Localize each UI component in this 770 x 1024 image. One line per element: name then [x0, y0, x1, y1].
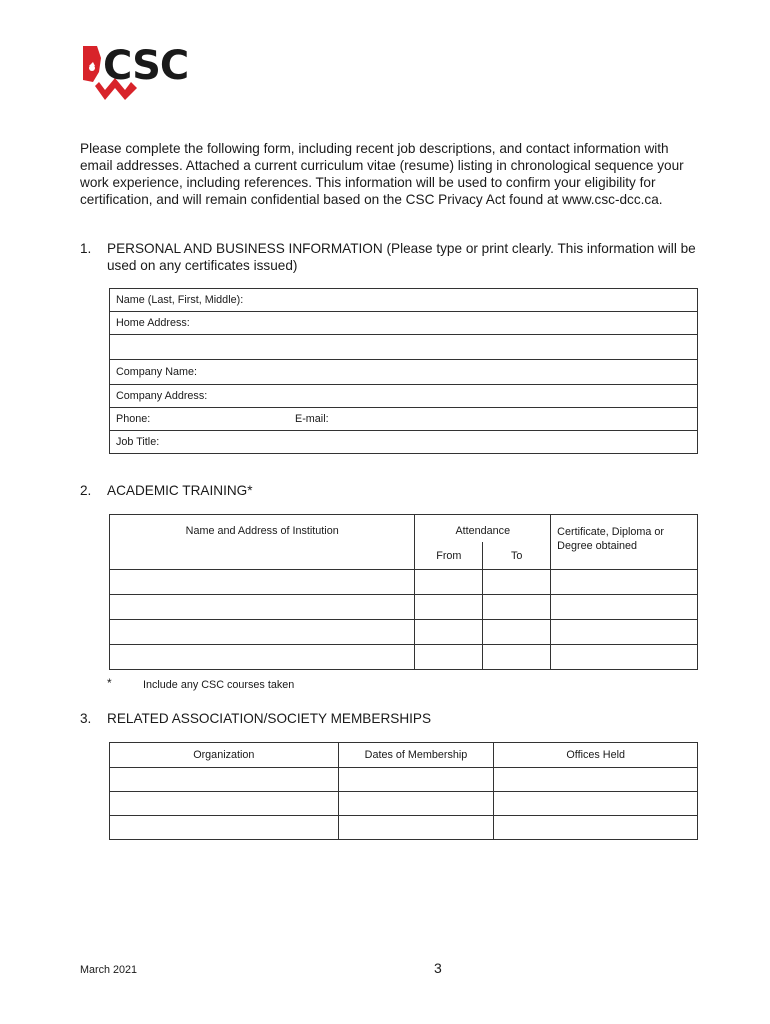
attendance-header: Attendance — [415, 515, 551, 543]
institution-cell[interactable] — [110, 645, 415, 670]
to-cell[interactable] — [483, 570, 551, 595]
name-field[interactable]: Name (Last, First, Middle): — [110, 289, 698, 312]
memberships-table — [109, 742, 698, 840]
certificate-cell[interactable] — [551, 595, 698, 620]
home-address-field[interactable]: Home Address: — [110, 312, 698, 335]
to-header: To — [483, 542, 551, 570]
company-name-field[interactable]: Company Name: — [110, 360, 698, 385]
logo-wordmark: CSC — [103, 43, 189, 89]
institution-cell[interactable] — [110, 570, 415, 595]
organization-cell[interactable] — [110, 816, 339, 840]
page-number: 3 — [434, 960, 442, 976]
table-row — [110, 645, 698, 670]
intro-paragraph: Please complete the following form, including recent job descriptions, and contact information with email addresses. Attached a current curriculum vitae (resume) listing in chronological sequence your work experience, including references. This information will be used to confirm your eligibility for certification, and will remain confidential based on the CSC Privacy Act found at www.csc-dcc.ca. — [80, 141, 684, 207]
table-row — [110, 570, 698, 595]
academic-training-table — [109, 514, 698, 670]
organization-cell[interactable] — [110, 768, 339, 792]
offices-cell[interactable] — [494, 768, 698, 792]
offices-header: Offices Held — [494, 743, 698, 768]
certificate-header: Certificate, Diploma or Degree obtained — [551, 515, 698, 570]
phone-label: Phone: — [116, 413, 151, 425]
section-2-title: ACADEMIC TRAINING* — [107, 483, 253, 498]
dates-cell[interactable] — [338, 792, 494, 816]
footnote-text: Include any CSC courses taken — [143, 679, 295, 691]
to-cell[interactable] — [483, 595, 551, 620]
phone-email-row[interactable] — [110, 408, 698, 431]
section-3-title: RELATED ASSOCIATION/SOCIETY MEMBERSHIPS — [107, 711, 432, 726]
dates-cell[interactable] — [338, 768, 494, 792]
footer-date: March 2021 — [80, 964, 138, 976]
institution-cell[interactable] — [110, 595, 415, 620]
section-1-number: 1. — [80, 241, 92, 256]
table-row — [110, 792, 698, 816]
certificate-cell[interactable] — [551, 570, 698, 595]
certificate-cell[interactable] — [551, 620, 698, 645]
job-title-field[interactable]: Job Title: — [110, 431, 698, 454]
table-row — [110, 768, 698, 792]
home-address-cont-field[interactable] — [110, 335, 698, 360]
organization-cell[interactable] — [110, 792, 339, 816]
table-row — [110, 816, 698, 840]
table-row — [110, 620, 698, 645]
from-cell[interactable] — [415, 645, 483, 670]
from-cell[interactable] — [415, 620, 483, 645]
institution-header: Name and Address of Institution — [110, 515, 415, 570]
section-3-number: 3. — [80, 711, 92, 726]
from-cell[interactable] — [415, 570, 483, 595]
table-row — [110, 595, 698, 620]
dates-header: Dates of Membership — [338, 743, 494, 768]
to-cell[interactable] — [483, 645, 551, 670]
from-cell[interactable] — [415, 595, 483, 620]
offices-cell[interactable] — [494, 792, 698, 816]
offices-cell[interactable] — [494, 816, 698, 840]
company-address-field[interactable]: Company Address: — [110, 385, 698, 408]
dates-cell[interactable] — [338, 816, 494, 840]
personal-info-table — [109, 288, 698, 454]
from-header: From — [415, 542, 483, 570]
to-cell[interactable] — [483, 620, 551, 645]
certificate-cell[interactable] — [551, 645, 698, 670]
section-1-title: PERSONAL AND BUSINESS INFORMATION (Please type or print clearly. This information will be used on any certificates issued) — [107, 241, 696, 273]
institution-cell[interactable] — [110, 620, 415, 645]
footnote-mark: * — [107, 676, 112, 690]
email-label: E-mail: — [295, 413, 329, 425]
organization-header: Organization — [110, 743, 339, 768]
section-2-number: 2. — [80, 483, 92, 498]
